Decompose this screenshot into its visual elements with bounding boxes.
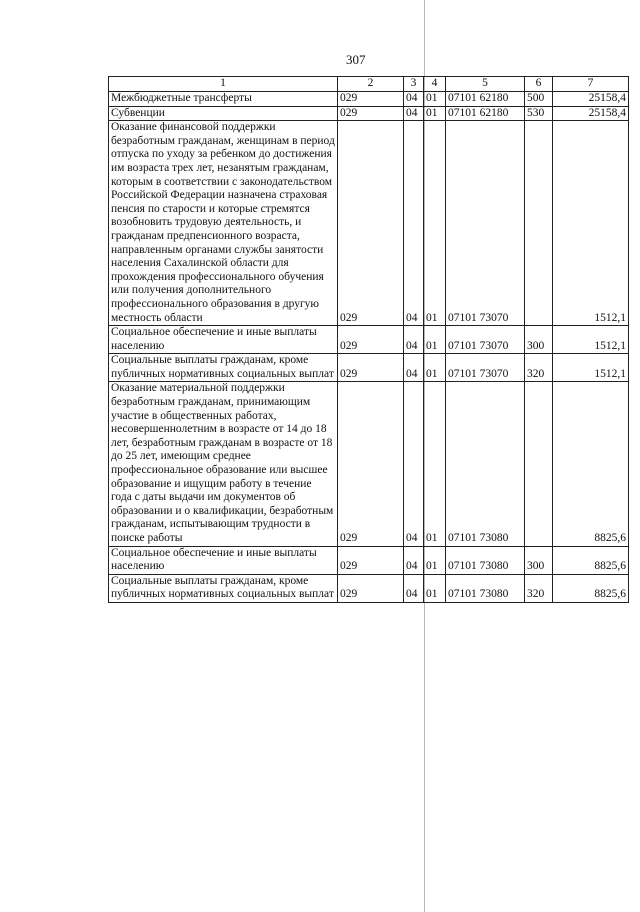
ministry-code: 029 — [338, 546, 404, 574]
table-row — [109, 326, 629, 354]
target-code: 07101 73080 — [446, 382, 525, 546]
column-header: 2 — [338, 77, 404, 92]
subsection-code: 01 — [424, 574, 446, 602]
column-header: 4 — [424, 77, 446, 92]
expense-type-code: 300 — [525, 546, 553, 574]
expense-type-code: 500 — [525, 92, 553, 107]
row-name: Социальные выплаты гражданам, кроме публичных нормативных социальных выплат — [109, 574, 338, 602]
table-row — [109, 121, 629, 326]
expense-type-code — [525, 121, 553, 326]
page-number: 307 — [346, 52, 366, 67]
target-code: 07101 73070 — [446, 354, 525, 382]
target-code: 07101 73080 — [446, 546, 525, 574]
target-code: 07101 73070 — [446, 326, 525, 354]
table-row — [109, 382, 629, 546]
section-code: 04 — [404, 92, 424, 107]
ministry-code: 029 — [338, 92, 404, 107]
row-name: Межбюджетные трансферты — [109, 92, 338, 107]
column-header: 6 — [525, 77, 553, 92]
ministry-code: 029 — [338, 354, 404, 382]
ministry-code: 029 — [338, 106, 404, 121]
table-row — [109, 546, 629, 574]
section-code: 04 — [404, 326, 424, 354]
budget-table — [108, 76, 629, 603]
subsection-code: 01 — [424, 106, 446, 121]
row-name: Оказание материальной поддержки безработным гражданам, принимающим участие в общественных работах, несовершеннолетним в возрасте от 14 до 18 лет, безработным гражданам в возрасте от 18 до 25 лет, имеющим среднее профессиональное образование или высшее образование и ищущим работу в течение года с даты выдачи им документов об образовании и о квалификации, безработным гражданам, испытывающим трудности в поиске работы — [109, 382, 338, 546]
subsection-code: 01 — [424, 121, 446, 326]
subsection-code: 01 — [424, 546, 446, 574]
ministry-code: 029 — [338, 574, 404, 602]
expense-type-code: 530 — [525, 106, 553, 121]
amount: 8825,6 — [553, 574, 629, 602]
amount: 8825,6 — [553, 382, 629, 546]
ministry-code: 029 — [338, 382, 404, 546]
ministry-code: 029 — [338, 326, 404, 354]
table-header-row — [109, 77, 629, 92]
table-row — [109, 574, 629, 602]
table-row — [109, 106, 629, 121]
section-code: 04 — [404, 121, 424, 326]
expense-type-code: 320 — [525, 574, 553, 602]
section-code: 04 — [404, 546, 424, 574]
amount: 1512,1 — [553, 121, 629, 326]
target-code: 07101 62180 — [446, 92, 525, 107]
amount: 8825,6 — [553, 546, 629, 574]
row-name: Социальное обеспечение и иные выплаты населению — [109, 546, 338, 574]
amount: 25158,4 — [553, 106, 629, 121]
target-code: 07101 73070 — [446, 121, 525, 326]
subsection-code: 01 — [424, 326, 446, 354]
subsection-code: 01 — [424, 382, 446, 546]
ministry-code: 029 — [338, 121, 404, 326]
section-code: 04 — [404, 354, 424, 382]
amount: 1512,1 — [553, 354, 629, 382]
row-name: Социальные выплаты гражданам, кроме публичных нормативных социальных выплат — [109, 354, 338, 382]
column-header: 7 — [553, 77, 629, 92]
amount: 1512,1 — [553, 326, 629, 354]
subsection-code: 01 — [424, 354, 446, 382]
section-code: 04 — [404, 382, 424, 546]
target-code: 07101 62180 — [446, 106, 525, 121]
subsection-code: 01 — [424, 92, 446, 107]
amount: 25158,4 — [553, 92, 629, 107]
column-header: 1 — [109, 77, 338, 92]
expense-type-code: 320 — [525, 354, 553, 382]
section-code: 04 — [404, 574, 424, 602]
row-name: Субвенции — [109, 106, 338, 121]
column-header: 5 — [446, 77, 525, 92]
row-name: Социальное обеспечение и иные выплаты населению — [109, 326, 338, 354]
table-row — [109, 354, 629, 382]
column-header: 3 — [404, 77, 424, 92]
row-name: Оказание финансовой поддержки безработным гражданам, женщинам в период отпуска по уходу за ребенком до достижения им возраста трех лет, незанятым гражданам, которым в соответствии с законодательством Российской Федерации назначена страховая пенсия по старости и которые стремятся возобновить трудовую деятельность, и гражданам предпенсионного возраста, направленным органами службы занятости населения Сахалинской области для прохождения профессионального обучения или получения дополнительного профессионального образования в другую местность области — [109, 121, 338, 326]
expense-type-code — [525, 382, 553, 546]
expense-type-code: 300 — [525, 326, 553, 354]
table-row — [109, 92, 629, 107]
section-code: 04 — [404, 106, 424, 121]
target-code: 07101 73080 — [446, 574, 525, 602]
